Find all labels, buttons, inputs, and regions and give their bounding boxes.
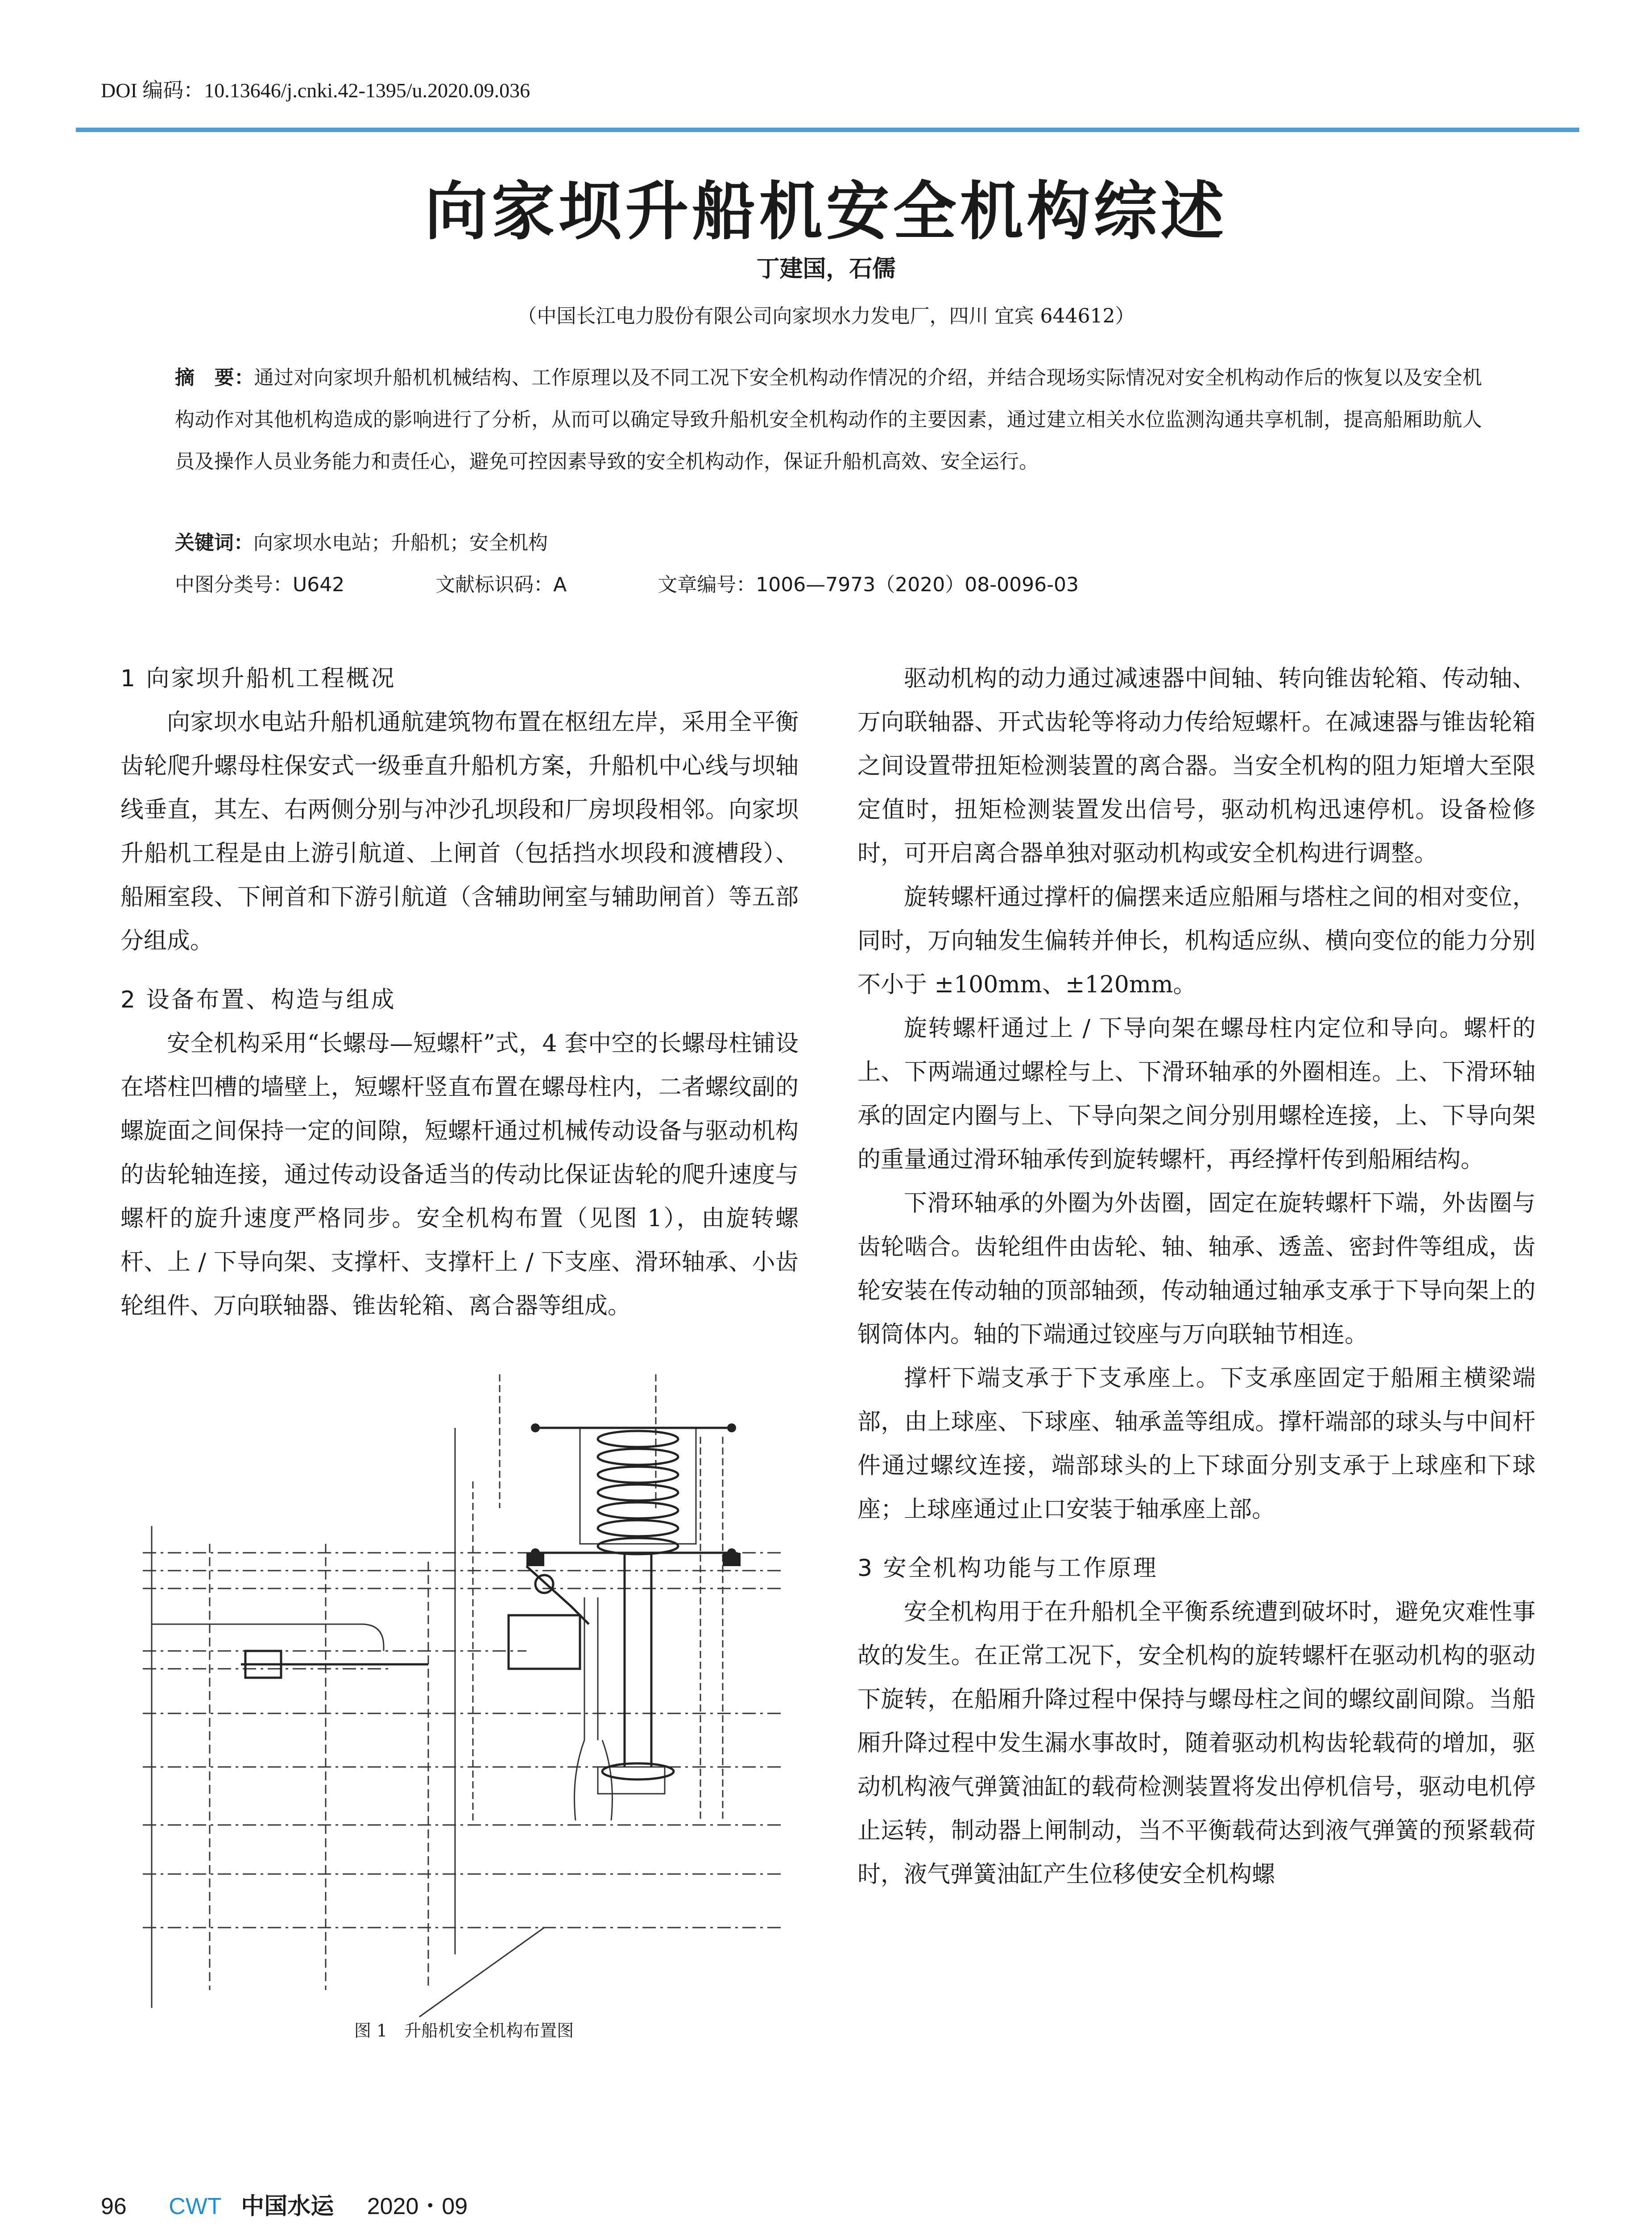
doi-header: DOI 编码：10.13646/j.cnki.42-1395/u.2020.09.036 <box>101 79 530 102</box>
paragraph: 下滑环轴承的外圈为外齿圈，固定在旋转螺杆下端，外齿圈与齿轮啮合。齿轮组件由齿轮、轴、轴承、透盖、密封件等组成，齿轮安装在传动轴的顶部轴颈，传动轴通过轴承支承于下导向架上的钢筒体内。轴的下端通过铰座与万向联轴节相连。 <box>857 1190 1536 1348</box>
section-heading-1: 1 向家坝升船机工程概况 <box>120 665 396 692</box>
section-heading-2: 2 设备布置、构造与组成 <box>120 987 396 1013</box>
header-rule <box>76 128 1579 132</box>
abstract-label: 摘 要： <box>175 366 254 389</box>
authors: 丁建国，石儒 <box>756 256 896 282</box>
paragraph: 撑杆下端支承于下支承座上。下支承座固定于船厢主横梁端部，由上球座、下球座、轴承盖等组成。撑杆端部的球头与中间杆件通过螺纹连接，端部球头的上下球面分别支承于上球座和下球座；上球座通过止口安装于轴承座上部。 <box>857 1365 1536 1523</box>
paragraph: 驱动机构的动力通过减速器中间轴、转向锥齿轮箱、传动轴、万向联轴器、开式齿轮等将动力传给短螺杆。在减速器与锥齿轮箱之间设置带扭矩检测装置的离合器。当安全机构的阻力矩增大至限定值时，扭矩检测装置发出信号，驱动机构迅速停机。设备检修时，可开启离合器单独对驱动机构或安全机构进行调整。 <box>857 665 1536 867</box>
paragraph: 安全机构采用“长螺母—短螺杆”式，4 套中空的长螺母柱铺设在塔柱凹槽的墙壁上，短螺杆竖直布置在螺母柱内，二者螺纹副的螺旋面之间保持一定的间隙，短螺杆通过机械传动设备与驱动机构的齿轮轴连接，通过传动设备适当的传动比保证齿轮的爬升速度与螺杆的旋升速度严格同步。安全机构布置（见图 1），由旋转螺杆、上 / 下导向架、支撑杆、支撑杆上 / 下支座、滑环轴承、小齿轮组件、万向联轴器、锥齿轮箱、离合器等组成。 <box>120 1030 799 1319</box>
affiliation: （中国长江电力股份有限公司向家坝水力发电厂，四川 宜宾 644612） <box>517 305 1135 328</box>
right-column <box>857 657 1536 1896</box>
journal-name: 中国水运 <box>241 2193 334 2220</box>
left-column <box>120 657 799 1328</box>
abstract <box>175 357 1482 483</box>
page-number: 96 <box>101 2194 127 2219</box>
page-footer <box>101 2187 468 2221</box>
classification-line <box>175 568 1163 597</box>
clc-number: 中图分类号：U642 <box>175 573 345 596</box>
keywords <box>175 527 548 555</box>
paragraph: 安全机构用于在升船机全平衡系统遭到破坏时，避免灾难性事故的发生。在正常工况下，安全机构的旋转螺杆在驱动机构的驱动下旋转，在船厢升降过程中保持与螺母柱之间的螺纹副间隙。当船厢升降过程中发生漏水事故时，随着驱动机构齿轮载荷的增加，驱动机构液气弹簧油缸的载荷检测装置将发出停机信号，驱动电机停止运转，制动器上闸制动，当不平衡载荷达到液气弹簧的预紧载荷时，液气弹簧油缸产生位移使安全机构螺 <box>857 1599 1536 1888</box>
article-number: 文章编号：1006—7973（2020）08-0096-03 <box>658 573 1079 596</box>
keywords-text: 向家坝水电站；升船机；安全机构 <box>253 531 548 554</box>
keywords-label: 关键词： <box>175 531 253 554</box>
figure-1-diagram <box>143 1374 803 2030</box>
paragraph: 向家坝水电站升船机通航建筑物布置在枢纽左岸，采用全平衡齿轮爬升螺母柱保安式一级垂直升船机方案，升船机中心线与坝轴线垂直，其左、右两侧分别与冲沙孔坝段和厂房坝段相邻。向家坝升船机工程是由上游引航道、上闸首（包括挡水坝段和渡槽段）、船厢室段、下闸首和下游引航道（含辅助闸室与辅助闸首）等五部分组成。 <box>120 709 799 954</box>
paper-title: 向家坝升船机安全机构综述 <box>424 174 1228 249</box>
abstract-text: 通过对向家坝升船机机械结构、工作原理以及不同工况下安全机构动作情况的介绍，并结合现场实际情况对安全机构动作后的恢复以及安全机构动作对其他机构造成的影响进行了分析，从而可以确定导致升船机安全机构动作的主要因素，通过建立相关水位监测沟通共享机制，提高船厢助航人员及操作人员业务能力和责任心，避免可控因素导致的安全机构动作，保证升船机高效、安全运行。 <box>175 366 1482 473</box>
section-heading-3: 3 安全机构功能与工作原理 <box>857 1555 1158 1582</box>
paragraph: 旋转螺杆通过撑杆的偏摆来适应船厢与塔柱之间的相对变位，同时，万向轴发生偏转并伸长，机构适应纵、横向变位的能力分别不小于 ±100mm、±120mm。 <box>857 884 1536 998</box>
figure-caption: 图 1 升船机安全机构布置图 <box>354 2021 574 2040</box>
paragraph: 旋转螺杆通过上 / 下导向架在螺母柱内定位和导向。螺杆的上、下两端通过螺栓与上、下滑环轴承的外圈相连。上、下滑环轴承的固定内圈与上、下导向架之间分别用螺栓连接，上、下导向架的重量通过滑环轴承传到旋转螺杆，再经撑杆传到船厢结构。 <box>857 1015 1536 1173</box>
document-code: 文献标识码：A <box>435 573 567 596</box>
issue-date: 2020・09 <box>367 2194 468 2219</box>
journal-logo: CWT <box>169 2194 221 2219</box>
